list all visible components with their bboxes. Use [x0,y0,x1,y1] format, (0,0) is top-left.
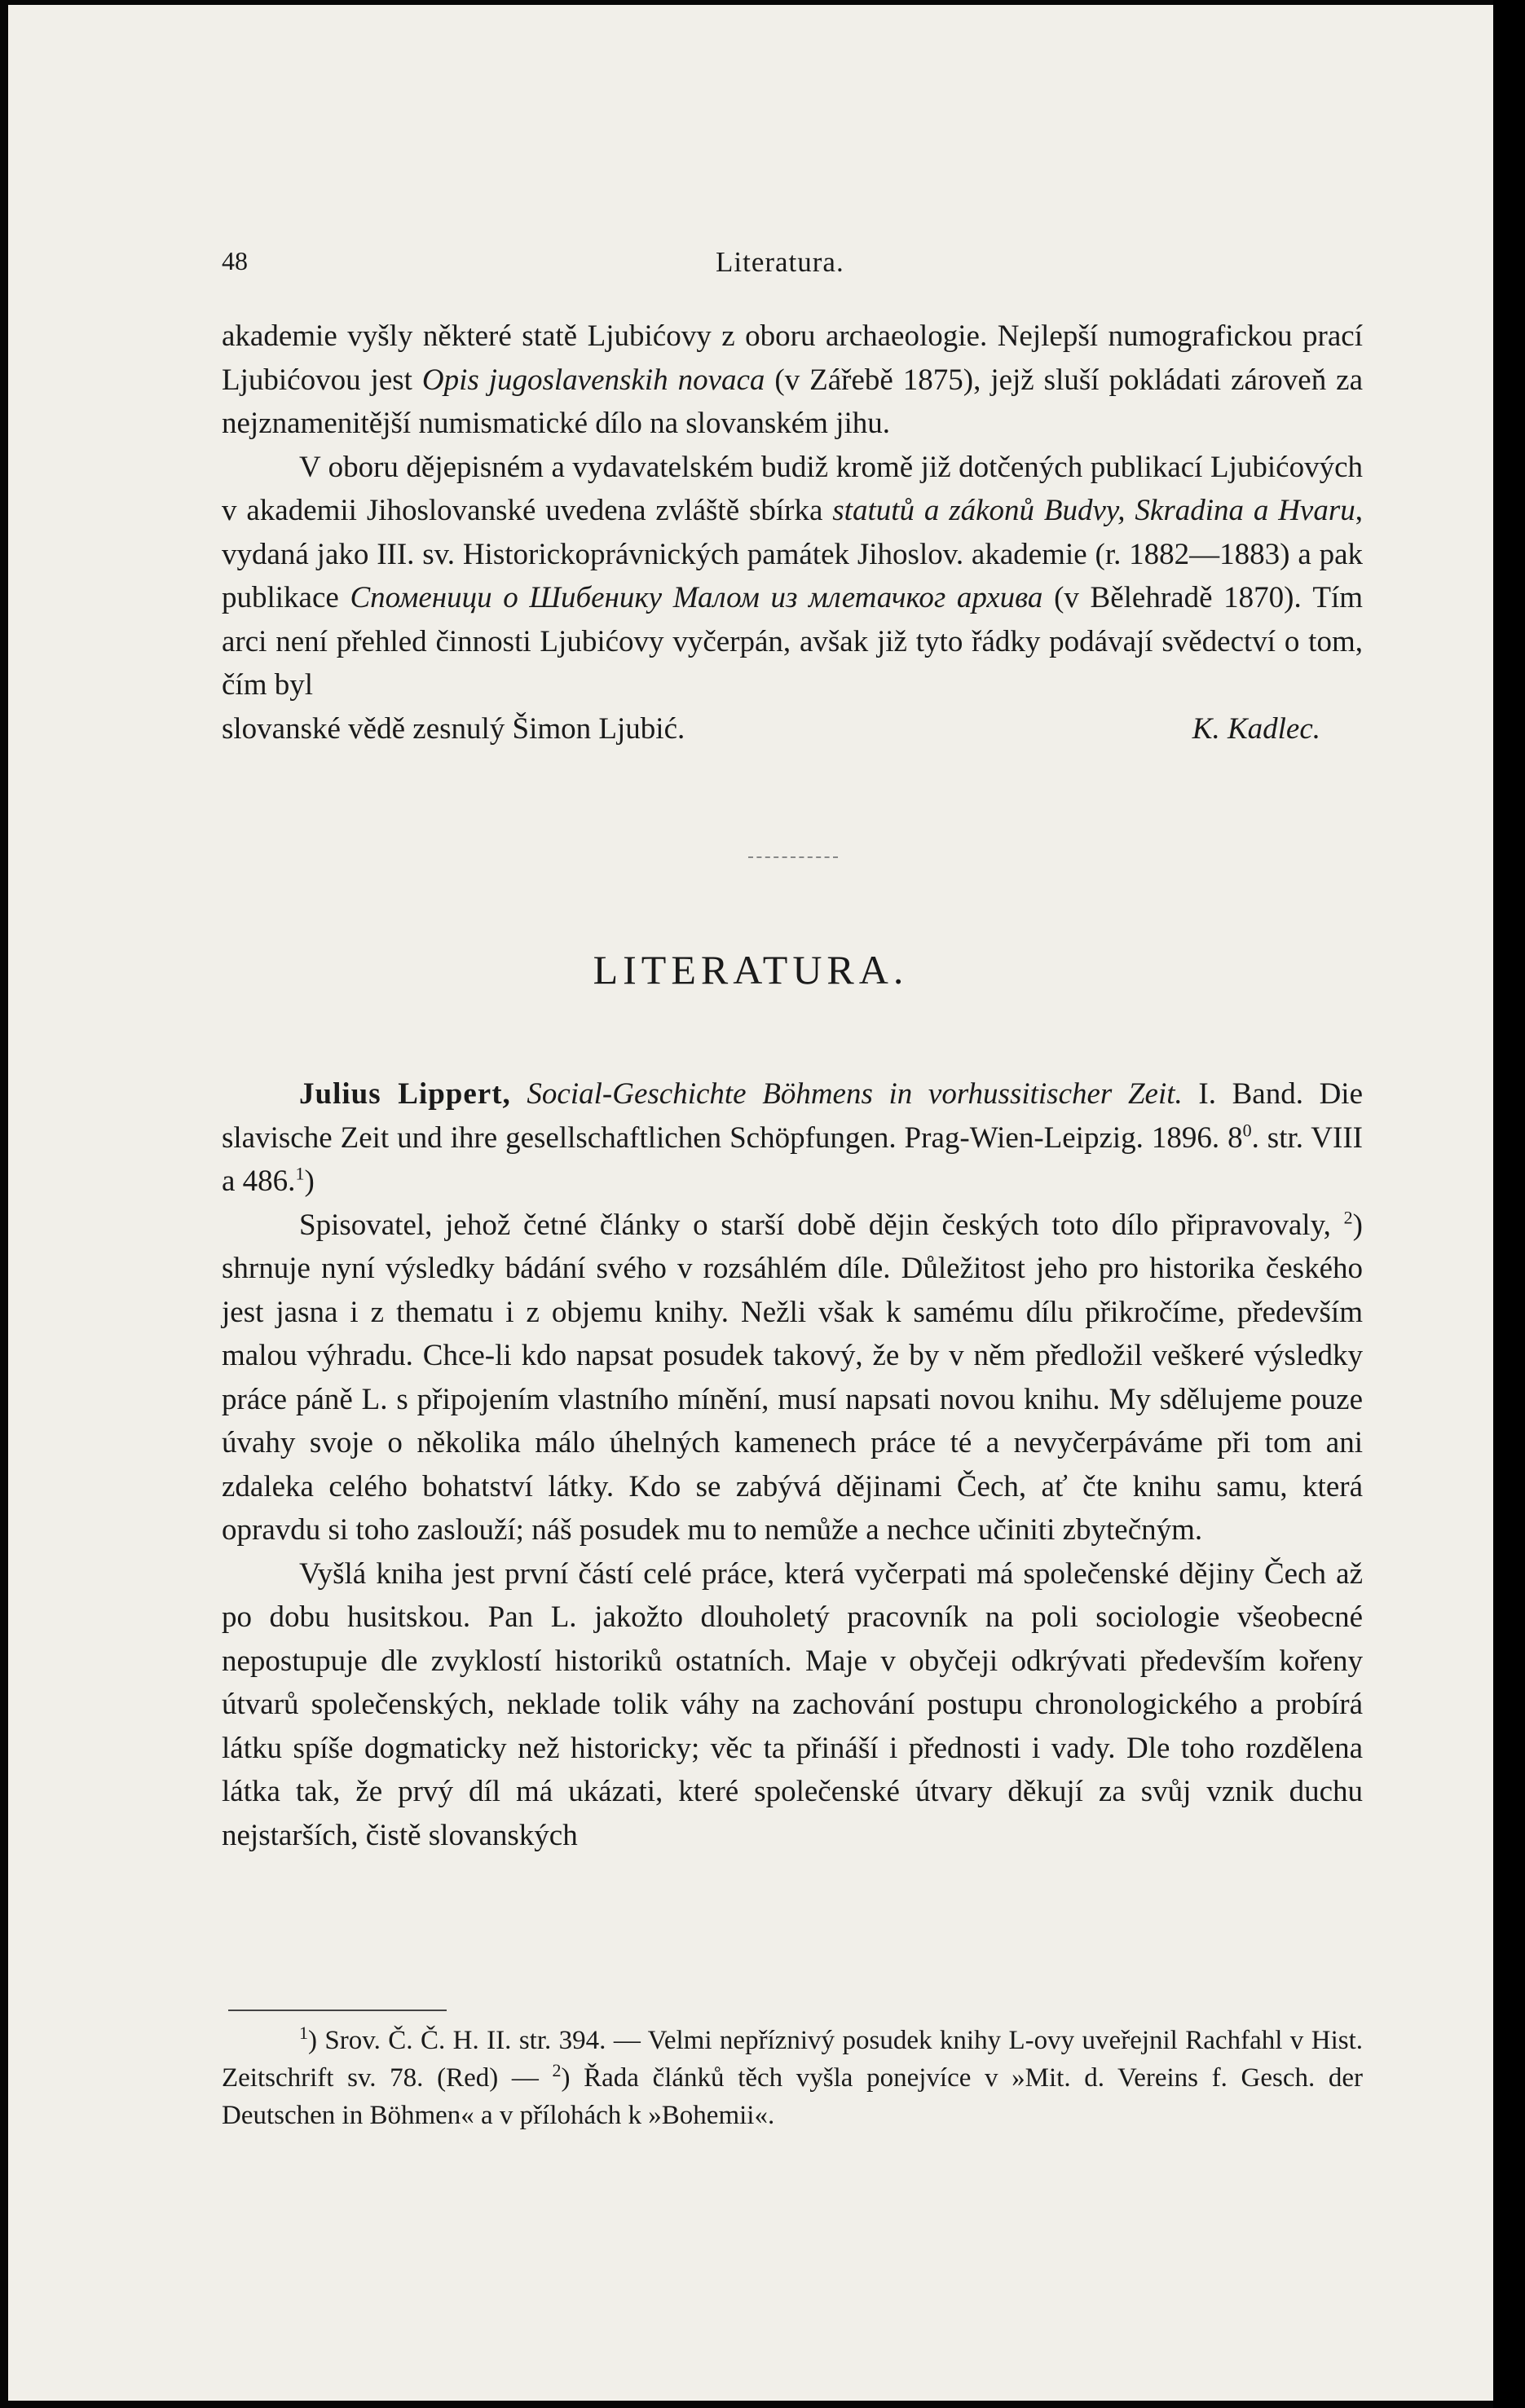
closing-line [222,707,1363,751]
footnote-text: Srov. Č. Č. H. II. str. 394. — Velmi nepříznivý posudek knihy L-ovy uveřejnil Rachfahl v Hist. Zeitschrift sv. 78. (Red) — [222,2026,1363,2093]
running-head [8,246,1493,279]
footnote-text: Řada článků těch vyšla ponejvíce v »Mit. d. Vereins f. Gesch. der Deutschen in Böhmen« a v přílohách k »Bohemii«. [222,2063,1363,2130]
paragraph-text: (v Zářebě 1875), jejž sluší pokládati zároveň za nejznamenitější numismatické dílo na slovanském jihu. [222,363,1364,440]
footnote-mark: 1 [299,2023,308,2043]
review-book-title: Social-Geschichte Böhmens in vorhussitischer Zeit. [527,1077,1183,1111]
paragraph-text: Spisovatel, jehož četné články o starší době dějin českých toto dílo připravovaly, [299,1208,1344,1242]
paragraph [222,1204,1363,1552]
footnotes [222,2022,1363,2134]
book-review [222,1072,1363,1857]
bibliographic-details: I. Band. Die slavische Zeit und ihre gesellschaftlichen Schöpfungen. Prag-Wien-Leipzig. 1896. 8 [222,1077,1363,1155]
section-heading: LITERATURA. [593,947,909,993]
paragraph [222,315,1363,446]
bibliographic-details: . str. VIII a 486. [222,1120,1363,1198]
footnote-reference: 1 [295,1163,305,1184]
paragraph-text: V oboru dějepisném a vydavatelském budiž kromě již dotčených publikací Ljubićových v akademii Jihoslovanské uvedena zvláště sbírka [222,450,1363,527]
obituary-continuation [222,315,1363,751]
paragraph-text: , vydaná jako III. sv. Historickoprávnických památek Jihoslov. akademie (r. 1882—1883) a pak publikace [222,494,1364,614]
paragraph-text: (v Bělehradě 1870). Tím arci není přehled činnosti Ljubićovy vyčerpán, avšak již tyto řádky podávají svědectví o tom, čím byl [222,581,1363,702]
scan-edge [1493,0,1525,2408]
paragraph-text: shrnuje nyní výsledky bádání svého v rozsáhlém díle. Důležitost jeho pro historika českého jest jasna i z thematu i z objemu knihy. Nežli však k samému dílu přikročíme, především malou výhradu. Chce-li kdo napsat posudek takový, že by v něm předložil veškeré výsledky práce páně L. s připojením vlastního mínění, musí napsati novou knihu. My sdělujeme pouze úvahy svoje o několika málo úhelných kamenech práce té a nevyčerpáváme při tom ani zdaleka celého bohatství látky. Kdo se zabývá dějinami Čech, ať čte knihu samu, která opravdu si toho zaslouží; náš posudek mu to nemůže a nechce učiniti zbytečným. [222,1252,1363,1547]
paragraph [222,446,1363,707]
footnote-reference-paren: ) [1352,1208,1363,1242]
book-title: statutů a zákonů Budvy, Skradina a Hvaru [832,494,1355,527]
footnote-reference: 2 [1343,1207,1353,1228]
footnote-mark-paren: ) [561,2063,571,2093]
review-author: Julius Lippert, [299,1077,511,1111]
footnote-rule [228,2010,447,2011]
paragraph-text: slovanské vědě zesnulý Šimon Ljubić. [222,711,685,746]
footnote [222,2022,1363,2134]
author-signature: K. Kadlec. [1192,711,1320,746]
paragraph: Vyšlá kniha jest první částí celé práce, která vyčerpati má společenské dějiny Čech až po dobu husitskou. Pan L. jakožto dlouholetý pracovník na poli sociologie všeobecné nepostupuje dle zvyklostí historiků ostatních. Maje v obyčeji odkrývati především kořeny útvarů společenských, neklade tolik váhy na zachování postupu chronologického a probírá látku spíše dogmaticky než historicky; věc ta přináší i přednosti i vady. Dle toho rozdělena látka tak, že prvý díl má ukázati, které společenské útvary děkují za svůj vznik duchu nejstarších, čistě slovanských [222,1556,1363,1852]
footnote-mark-paren: ) [308,2026,317,2055]
bibliographic-entry [222,1072,1363,1204]
footnote-mark: 2 [552,2060,562,2080]
book-title: Opis jugoslavenskih novaca [421,363,765,397]
paragraph-text: akademie vyšly některé statě Ljubićovy z oboru archaeologie. Nejlepší numografickou prací Ljubićovou jest [222,319,1363,397]
section-separator [748,856,838,858]
page-number: 48 [222,246,248,275]
book-page [8,5,1493,2401]
footnote-reference-paren: ) [304,1164,315,1198]
octavo-mark: 0 [1242,1120,1252,1141]
running-title: Literatura. [716,246,844,278]
book-title: Споменици о Шибенику Малом из млетачког архива [350,581,1043,614]
